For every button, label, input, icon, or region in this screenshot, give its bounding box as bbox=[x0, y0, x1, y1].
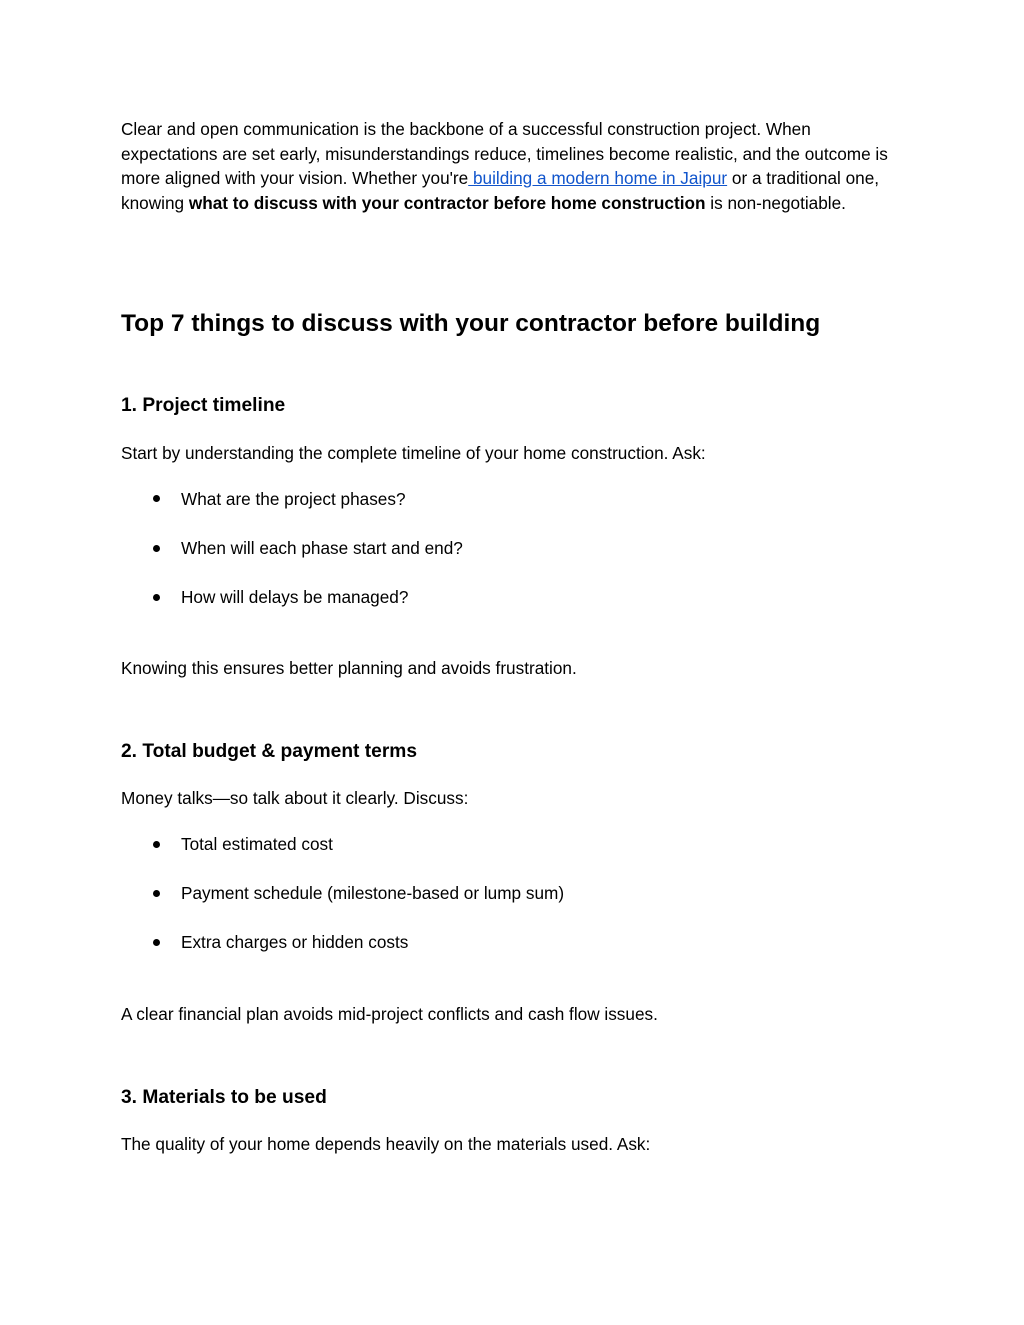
section-2-heading: 2. Total budget & payment terms bbox=[121, 741, 418, 762]
intro-paragraph bbox=[121, 117, 911, 215]
bullet-dot bbox=[153, 939, 160, 946]
section-2-conclusion: A clear financial plan avoids mid-project conflicts and cash flow issues. bbox=[121, 1004, 658, 1024]
list-item-text: Extra charges or hidden costs bbox=[181, 932, 409, 952]
list-item-text: What are the project phases? bbox=[181, 489, 406, 509]
bullet-dot bbox=[153, 841, 160, 848]
section-1-heading: 1. Project timeline bbox=[121, 395, 286, 416]
section-1-intro: Start by understanding the complete timeline of your home construction. Ask: bbox=[121, 443, 706, 463]
section-3-intro: The quality of your home depends heavily on the materials used. Ask: bbox=[121, 1134, 651, 1154]
bullet-dot bbox=[153, 890, 160, 897]
list-item-text: Total estimated cost bbox=[181, 834, 333, 854]
bullet-dot bbox=[153, 545, 160, 552]
list-item-text: When will each phase start and end? bbox=[181, 538, 463, 558]
intro-text-after-link: or a traditional one, knowing bbox=[121, 168, 880, 213]
bullet-dot bbox=[153, 594, 160, 601]
section-2-intro: Money talks—so talk about it clearly. Discuss: bbox=[121, 788, 469, 808]
list-item-text: Payment schedule (milestone-based or lump sum) bbox=[181, 883, 565, 903]
intro-text-before-link: Clear and open communication is the backbone of a successful construction project. When expectations are set early, misunderstandings reduce, timelines become realistic, and the outcome is more aligned with your vision. Whether you're bbox=[121, 119, 888, 188]
main-heading: Top 7 things to discuss with your contractor before building bbox=[121, 310, 821, 337]
intro-bold-phrase: what to discuss with your contractor before home construction bbox=[188, 192, 706, 213]
section-3-heading: 3. Materials to be used bbox=[121, 1087, 327, 1108]
modern-home-jaipur-link[interactable]: building a modern home in Jaipur bbox=[468, 168, 728, 188]
bullet-dot bbox=[153, 495, 160, 502]
section-1-conclusion: Knowing this ensures better planning and avoids frustration. bbox=[121, 658, 577, 678]
intro-text-end: is non-negotiable. bbox=[705, 192, 846, 213]
list-item-text: How will delays be managed? bbox=[181, 587, 409, 607]
